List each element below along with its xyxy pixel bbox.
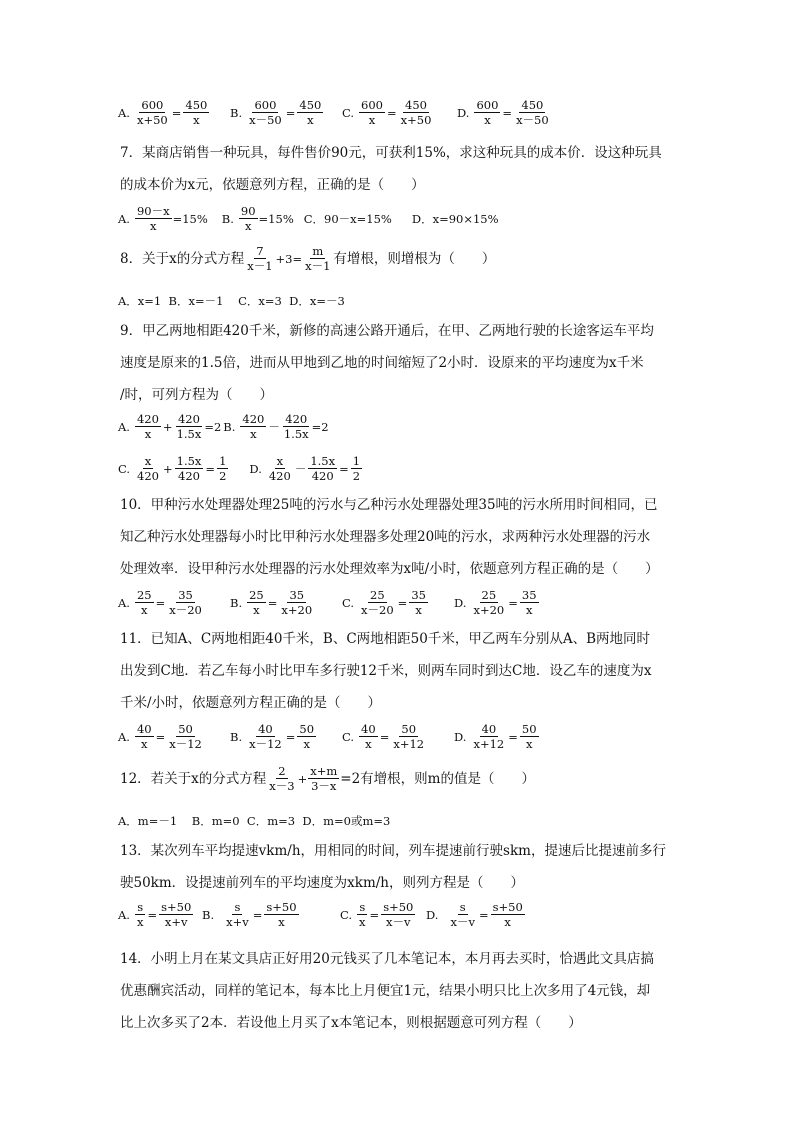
fraction: $\frac{1.5x}{420}$	[310, 454, 336, 483]
option-label: A.	[118, 105, 130, 120]
q10-option-b: B. $\frac{25}{x}$ = $\frac{35}{x+20}$	[230, 588, 313, 617]
q11-stem-line-1: 11．已知A、C两地相距40千米，B、C两地相距50千米，甲乙两车分别从A、B两地同时	[120, 631, 651, 647]
q10-options	[118, 588, 540, 617]
fraction: $\frac{1.5x}{420}$	[176, 454, 202, 483]
q11-option-b: B. $\frac{40}{x-12}$ = $\frac{50}{x}$	[230, 722, 315, 751]
q11-options	[118, 722, 540, 751]
fraction: $\frac{50}{x+12}$	[393, 722, 425, 751]
q8-stem: 8．关于x的分式方程 $\frac{7}{x-1}$ +3= $\frac{m}{x-1}$ 有增根，则增根为（ ）	[120, 244, 496, 273]
fraction: $\frac{600}{x+50}$	[136, 98, 168, 127]
fraction: $\frac{s}{x}$	[136, 900, 144, 929]
fraction: $\frac{40}{x+12}$	[473, 722, 505, 751]
fraction: $\frac{s}{x+v}$	[226, 900, 249, 929]
q9-stem-line-3: /时，可列方程为（ ）	[120, 387, 274, 403]
fraction: $\frac{450}{x}$	[299, 98, 322, 127]
fraction: $\frac{s}{x-v}$	[450, 900, 475, 929]
q13-options	[118, 900, 526, 929]
q7-stem-line-1: 7．某商店销售一种玩具，每件售价90元，可获利15%，求这种玩具的成本价．设这种玩具	[120, 145, 662, 161]
fraction: $\frac{450}{x+50}$	[400, 98, 432, 127]
q13-stem-line-2: 驶50km．设提速前列车的平均速度为xkm/h，则列方程是（ ）	[120, 875, 524, 891]
fraction: $\frac{420}{1.5x}$	[283, 412, 309, 441]
q12-options: A．m=－1 B．m=0 C．m=3 D．m=0或m=3	[118, 814, 391, 828]
fraction: $\frac{1}{2}$	[352, 454, 361, 483]
fraction: $\frac{m}{x-1}$	[305, 244, 331, 273]
fraction: $\frac{s+50}{x-v}$	[383, 900, 414, 929]
fraction: $\frac{50}{x-12}$	[169, 722, 202, 751]
fraction: $\frac{x}{420}$	[137, 454, 159, 483]
fraction: $\frac{x}{420}$	[268, 454, 291, 483]
q14-stem-line-2: 优惠酬宾活动，同样的笔记本，每本比上月便宜1元，结果小明只比上次多用了4元钱，却	[120, 983, 651, 999]
q13-option-d: D. $\frac{s}{x-v}$ = $\frac{s+50}{x}$	[426, 900, 523, 929]
fraction: $\frac{25}{x}$	[136, 588, 152, 617]
fraction: $\frac{40}{x}$	[136, 722, 152, 751]
q6-option-b: B. $\frac{600}{x-50}$ = $\frac{450}{x}$	[230, 98, 322, 127]
q10-stem-line-1: 10．甲种污水处理器处理25吨的污水与乙种污水处理器处理35吨的污水所用时间相同，已	[120, 497, 658, 513]
q9-options-ab: A. $\frac{420}{x}$ + $\frac{420}{1.5x}$ =2 B. $\frac{420}{x}$ － $\frac{420}{1.5x}$ =2	[118, 412, 329, 441]
q6-option-d: D. $\frac{600}{x}$ = $\frac{450}{x-50}$	[457, 98, 549, 127]
q14-stem-line-3: 比上次多买了2本．若设他上月买了x本笔记本，则根据题意可列方程（ ）	[120, 1015, 582, 1031]
q9-stem-line-1: 9．甲乙两地相距420千米，新修的高速公路开通后，在甲、乙两地行驶的长途客运车平均	[120, 323, 654, 339]
fraction: $\frac{600}{x-50}$	[249, 98, 282, 127]
q14-stem-line-1: 14．小明上月在某文具店正好用20元钱买了几本笔记本，本月再去买时，恰遇此文具店搞	[120, 951, 654, 967]
q11-stem-line-2: 出发到C地．若乙车每小时比甲车多行驶12千米，则两车同时到达C地．设乙车的速度为x	[120, 663, 652, 679]
fraction: $\frac{600}{x}$	[476, 98, 499, 127]
q8-options: A．x=1 B．x=－1 C．x=3 D．x=－3	[118, 294, 345, 308]
q10-option-d: D. $\frac{25}{x+20}$ = $\frac{35}{x}$	[454, 588, 537, 617]
fraction: $\frac{50}{x}$	[521, 722, 537, 751]
fraction: $\frac{40}{x}$	[361, 722, 376, 751]
q11-option-a: A. $\frac{40}{x}$ = $\frac{50}{x-12}$	[118, 722, 202, 751]
q9-stem-line-2: 速度是原来的1.5倍，进而从甲地到乙地的时间缩短了2小时．设原来的平均速度为x千米	[120, 355, 644, 371]
q6-option-a: A. $\frac{600}{x+50}$ = $\frac{450}{x}$	[118, 98, 208, 127]
fraction: $\frac{25}{x+20}$	[473, 588, 505, 617]
fraction: $\frac{2}{x-3}$	[269, 764, 295, 793]
q10-option-a: A. $\frac{25}{x}$ = $\frac{35}{x-20}$	[118, 588, 202, 617]
fraction: $\frac{35}{x+20}$	[281, 588, 313, 617]
q13-option-a: A. $\frac{s}{x}$ = $\frac{s+50}{x+v}$	[118, 900, 192, 929]
fraction: $\frac{s+50}{x}$	[492, 900, 523, 929]
fraction: $\frac{420}{x}$	[242, 412, 265, 441]
q10-stem-line-3: 处理效率．设甲种污水处理器的污水处理效率为x吨/小时，依题意列方程正确的是（ ）	[120, 561, 659, 577]
fraction: $\frac{x+m}{3-x}$	[310, 764, 338, 793]
q13-stem-line-1: 13．某次列车平均提速vkm/h，用相同的时间，列车提速前行驶skm，提速后比提速前多行	[120, 843, 666, 859]
q10-option-c: C. $\frac{25}{x-20}$ = $\frac{35}{x}$	[342, 588, 426, 617]
fraction: $\frac{450}{x-50}$	[516, 98, 549, 127]
fraction: $\frac{40}{x-12}$	[249, 722, 282, 751]
fraction: $\frac{s}{x}$	[359, 900, 366, 929]
fraction: $\frac{420}{x}$	[136, 412, 159, 441]
q7-stem-line-2: 的成本价为x元，依题意列方程，正确的是（ ）	[120, 177, 425, 193]
fraction: $\frac{600}{x}$	[361, 98, 383, 127]
q12-stem: 12．若关于x的分式方程 $\frac{2}{x-3}$ + $\frac{x+m}{3-x}$ =2有增根，则m的值是（ ）	[120, 764, 535, 793]
fraction: $\frac{35}{x-20}$	[169, 588, 202, 617]
fraction: $\frac{s+50}{x+v}$	[161, 900, 192, 929]
fraction: $\frac{7}{x-1}$	[247, 244, 273, 273]
q10-stem-line-2: 知乙种污水处理器每小时比甲种污水处理器多处理20吨的污水，求两种污水处理器的污水	[120, 529, 651, 545]
fraction: $\frac{25}{x}$	[249, 588, 264, 617]
q13-option-c: C. $\frac{s}{x}$ = $\frac{s+50}{x-v}$	[340, 900, 414, 929]
fraction: $\frac{50}{x}$	[299, 722, 315, 751]
fraction: $\frac{420}{1.5x}$	[176, 412, 202, 441]
fraction: $\frac{1}{2}$	[219, 454, 227, 483]
q11-option-d: D. $\frac{40}{x+12}$ = $\frac{50}{x}$	[454, 722, 537, 751]
q7-options: A. $\frac{90-x}{x}$ =15% B. $\frac{90}{x}$ =15% C．90－x=15% D．x=90×15%	[118, 204, 499, 233]
q9-options-cd: C. $\frac{x}{420}$ + $\frac{1.5x}{420}$ = $\frac{1}{2}$ D. $\frac{x}{420}$ － $\frac{1.5x}{420}$ = $\frac{1}{2}$	[118, 454, 361, 483]
q6-option-c: C. $\frac{600}{x}$ = $\frac{450}{x+50}$	[342, 98, 432, 127]
fraction: $\frac{450}{x}$	[185, 98, 208, 127]
q6-options	[118, 98, 552, 127]
fraction: $\frac{90-x}{x}$	[136, 204, 170, 233]
fraction: $\frac{35}{x}$	[411, 588, 426, 617]
fraction: $\frac{25}{x-20}$	[361, 588, 394, 617]
fraction: $\frac{90}{x}$	[240, 204, 256, 233]
q11-stem-line-3: 千米/小时，依题意列方程正确的是（ ）	[120, 695, 382, 711]
q13-option-b: B. $\frac{s}{x+v}$ = $\frac{s+50}{x}$	[202, 900, 297, 929]
fraction: $\frac{35}{x}$	[521, 588, 537, 617]
q11-option-c: C. $\frac{40}{x}$ = $\frac{50}{x+12}$	[342, 722, 425, 751]
fraction: $\frac{s+50}{x}$	[266, 900, 297, 929]
